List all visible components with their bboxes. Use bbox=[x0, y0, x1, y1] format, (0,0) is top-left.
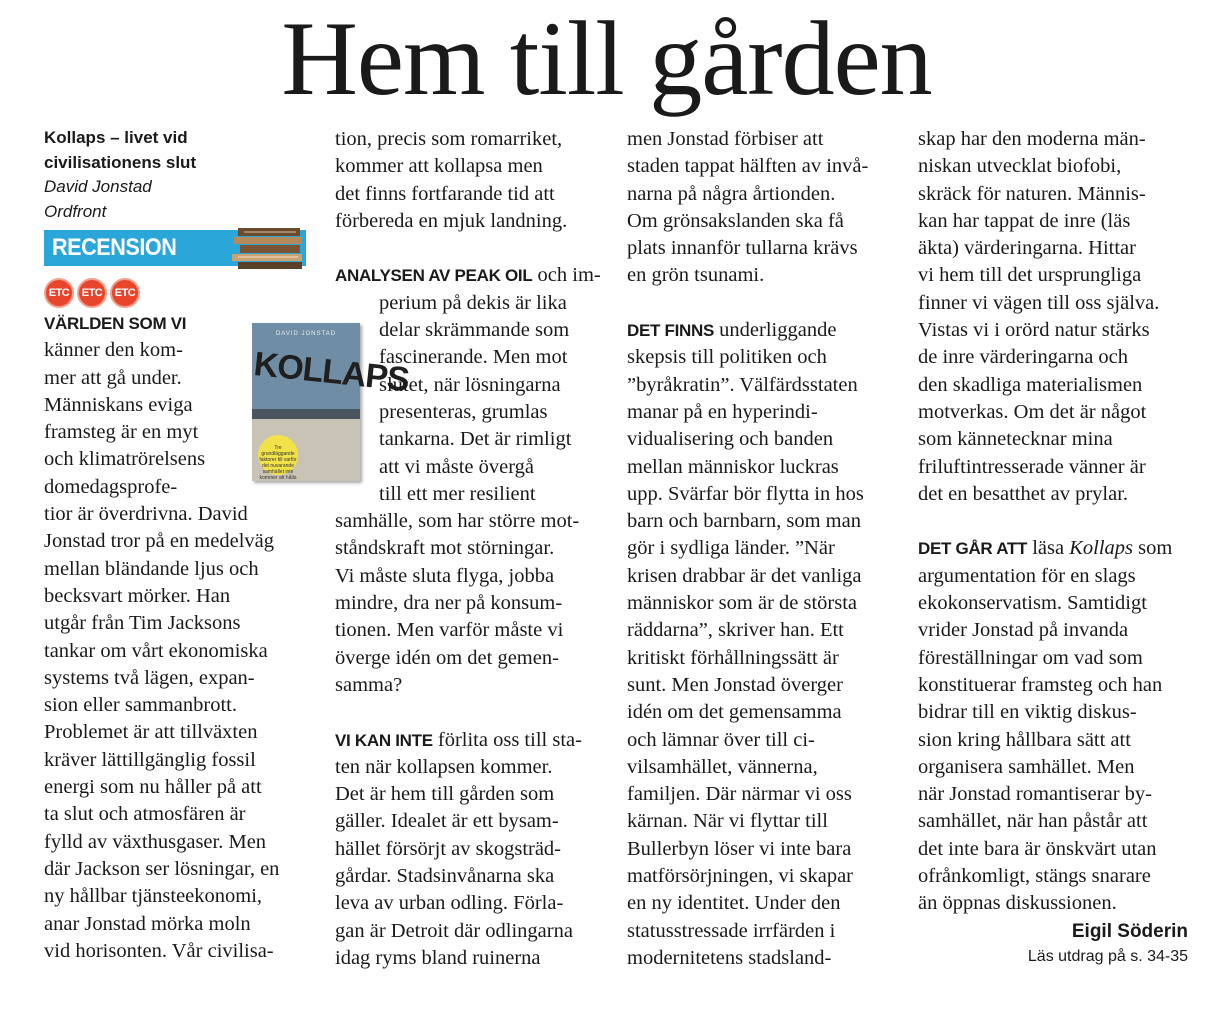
text-line: den skadliga materialismen bbox=[918, 373, 1143, 396]
lead-in: DET FINNS bbox=[627, 321, 715, 341]
text-line: bidrar till en viktig diskus- bbox=[918, 701, 1137, 724]
rating bbox=[44, 278, 309, 308]
text: underliggande bbox=[714, 319, 837, 342]
text-line: becksvart mörker. Han bbox=[44, 584, 231, 607]
cover-title: KOLLAPS bbox=[252, 345, 411, 400]
text-line: perium på dekis är lika bbox=[379, 291, 567, 314]
text-line: samma? bbox=[335, 673, 403, 696]
text-line: ofrånkomligt, stängs snarare bbox=[918, 865, 1151, 888]
book-publisher: Ordfront bbox=[44, 201, 107, 221]
text-line: leva av urban odling. Förla- bbox=[335, 892, 564, 915]
text-line: tion, precis som romarriket, bbox=[335, 128, 563, 150]
review-badge bbox=[44, 230, 306, 266]
text-line: Människans eviga bbox=[44, 393, 193, 416]
text-line: konstituerar framsteg och han bbox=[918, 673, 1163, 696]
text-line: gör i sydliga länder. ”När bbox=[627, 537, 835, 560]
text-line: statusstressade irrfärden i bbox=[627, 919, 836, 942]
text: förlita oss till sta- bbox=[432, 728, 582, 751]
etc-logo-icon: ETC bbox=[77, 278, 107, 308]
lead-in: DET GÅR ATT bbox=[918, 539, 1028, 559]
text-line: tankar om vårt ekonomiska bbox=[44, 639, 268, 662]
text-line: vid horisonten. Vår civilisa- bbox=[44, 939, 274, 962]
column-4-paragraph-1 bbox=[918, 126, 1188, 508]
text-line: Problemet är att tillväxten bbox=[44, 721, 258, 744]
text-line: barn och barnbarn, som man bbox=[627, 510, 861, 533]
text: och im- bbox=[532, 264, 601, 287]
text-line: Bullerbyn löser vi inte bara bbox=[627, 837, 852, 860]
text-line: modernitetens stadsland- bbox=[627, 946, 832, 969]
text-line: mindre, dra ner på konsum- bbox=[335, 592, 563, 615]
text-line: äkta) värderingarna. Hittar bbox=[918, 237, 1136, 260]
reviewer-name: Eigil Söderin bbox=[1071, 920, 1188, 942]
text-line: utgår från Tim Jacksons bbox=[44, 612, 241, 635]
text-line: krisen drabbar är det vanliga bbox=[627, 564, 862, 587]
text-line: känner den kom- bbox=[44, 339, 183, 362]
text-line: till ett mer resilient bbox=[379, 482, 536, 505]
text-line: idag ryms bland ruinerna bbox=[335, 946, 541, 969]
text-line: samhället, när han påstår att bbox=[918, 810, 1148, 833]
paragraph-lead-line bbox=[627, 317, 897, 344]
text-line: tankarna. Det är rimligt bbox=[379, 428, 572, 451]
text-line: samhälle, som har större mot- bbox=[335, 510, 580, 533]
paragraph-lead-line bbox=[335, 262, 605, 289]
column-2-paragraph-3 bbox=[335, 754, 605, 972]
text-line: att vi måste övergå bbox=[379, 455, 535, 478]
text-line: skepsis till politiken och bbox=[627, 346, 827, 369]
text-line: människor som är de största bbox=[627, 592, 858, 615]
text-line: friluftintresserade vänner är bbox=[918, 455, 1146, 478]
text-line: när Jonstad romantiserar by- bbox=[918, 783, 1152, 806]
text-line: föreställningar om vad som bbox=[918, 646, 1143, 669]
column-4 bbox=[918, 126, 1188, 969]
text-line: staden tappat hälften av invå- bbox=[627, 155, 869, 178]
text: som bbox=[1133, 537, 1173, 560]
text-line: överge idén om det gemen- bbox=[335, 646, 559, 669]
text-line: kritiskt förhållningssätt är bbox=[627, 646, 839, 669]
text-line: gan är Detroit där odlingarna bbox=[335, 919, 573, 942]
text-line: vidualisering och banden bbox=[627, 428, 834, 451]
column-3-paragraph-1 bbox=[627, 126, 897, 290]
text-line: systems två lägen, expan- bbox=[44, 666, 255, 689]
cover-author: DAVID JONSTAD bbox=[275, 331, 337, 337]
text-line: kärnan. När vi flyttar till bbox=[627, 810, 828, 833]
etc-logo-icon: ETC bbox=[44, 278, 74, 308]
text-line: kräver lättillgänglig fossil bbox=[44, 748, 256, 771]
column-3-paragraph-2 bbox=[627, 344, 897, 972]
text-line: idén om det gemensamma bbox=[627, 701, 842, 724]
column-2-indented-text bbox=[335, 290, 605, 508]
text-line: energi som nu håller på att bbox=[44, 776, 262, 799]
text-line: ståndskraft mot störningar. bbox=[335, 537, 555, 560]
text-line: vrider Jonstad på invanda bbox=[918, 619, 1129, 642]
text-line: upp. Svärfar bör flytta in hos bbox=[627, 482, 864, 505]
text-line: ny hållbar tjänsteekonomi, bbox=[44, 885, 263, 908]
text-line: vi hem till det ursprungliga bbox=[918, 264, 1142, 287]
text-line: sunt. Men Jonstad överger bbox=[627, 673, 843, 696]
book-title-line-1: Kollaps – livet vid bbox=[44, 128, 188, 147]
text-line: Vi måste sluta flyga, jobba bbox=[335, 564, 555, 587]
text-line: där Jackson ser lösningar, en bbox=[44, 857, 280, 880]
lead-in: ANALYSEN AV PEAK OIL bbox=[335, 266, 533, 286]
text-line: gäller. Idealet är ett bysam- bbox=[335, 810, 559, 833]
lead-in: VÄRLDEN SOM VI bbox=[44, 314, 187, 333]
text-line: mer att gå under. bbox=[44, 366, 182, 389]
column-2-paragraph-2 bbox=[335, 508, 605, 699]
text-line: en ny identitet. Under den bbox=[627, 892, 841, 915]
text-line: Det är hem till gården som bbox=[335, 783, 555, 806]
text-line: tionen. Men varför måste vi bbox=[335, 619, 564, 642]
text-line: kommer att kollapsa men bbox=[335, 155, 543, 178]
text-line: fylld av växthusgaser. Men bbox=[44, 830, 267, 853]
text-line: finner vi vägen till oss själva. bbox=[918, 291, 1160, 314]
etc-logo-icon: ETC bbox=[110, 278, 140, 308]
cover-sticker: Tre grundläggande faktorer till varför det nuvarande samhället inte kommer att hålla bbox=[258, 435, 298, 475]
text-line: vilsamhället, vännerna, bbox=[627, 755, 818, 778]
text-line: det en besatthet av prylar. bbox=[918, 482, 1129, 505]
text-line: och lämnar över till ci- bbox=[627, 728, 815, 751]
review-badge-label: RECENSION bbox=[52, 234, 177, 261]
column-2-paragraph-1 bbox=[335, 126, 605, 235]
book-info bbox=[44, 126, 309, 224]
text: läsa bbox=[1027, 537, 1070, 560]
text-line: framsteg är en myt bbox=[44, 421, 199, 444]
column-1 bbox=[44, 126, 309, 965]
text-line: delar skrämmande som bbox=[379, 319, 570, 342]
text-line: Vistas vi i orörd natur stärks bbox=[918, 319, 1150, 342]
text-line: men Jonstad förbiser att bbox=[627, 128, 824, 150]
text-line: plats innanför tullarna krävs bbox=[627, 237, 858, 260]
text-line: presenteras, grumlas bbox=[379, 400, 548, 423]
text-line: en grön tsunami. bbox=[627, 264, 765, 287]
text-line: ta slut och atmosfären är bbox=[44, 803, 246, 826]
text-line: sion eller sammanbrott. bbox=[44, 694, 237, 717]
text-line: skap har den moderna män- bbox=[918, 128, 1146, 150]
text-line: skräck för naturen. Männis- bbox=[918, 182, 1146, 205]
text-line: organisera samhället. Men bbox=[918, 755, 1135, 778]
book-author: David Jonstad bbox=[44, 177, 152, 196]
paragraph-lead-line bbox=[918, 535, 1188, 562]
text-line: och klimatrörelsens bbox=[44, 448, 206, 471]
text-line: ekokonservatism. Samtidigt bbox=[918, 592, 1147, 615]
text-line: sion kring hållbara sätt att bbox=[918, 728, 1131, 751]
column-2 bbox=[335, 126, 605, 972]
text-line: domedagsprofe- bbox=[44, 475, 178, 498]
text-line: kan har tappat de inre (läs bbox=[918, 209, 1131, 232]
byline bbox=[918, 918, 1188, 969]
text-line: det finns fortfarande tid att bbox=[335, 182, 555, 205]
column-3 bbox=[627, 126, 897, 972]
text-line: tior är överdrivna. David bbox=[44, 503, 248, 526]
book-stack-icon bbox=[230, 224, 310, 270]
text-line: som kännetecknar mina bbox=[918, 428, 1113, 451]
text-line: anar Jonstad mörka moln bbox=[44, 912, 251, 935]
text-line: argumentation för en slags bbox=[918, 564, 1136, 587]
text-line: räddarna”, skriver han. Ett bbox=[627, 619, 844, 642]
text-line: gårdar. Stadsinvånarna ska bbox=[335, 865, 555, 888]
lead-in: VI KAN INTE bbox=[335, 730, 433, 750]
book-title-line-2: civilisationens slut bbox=[44, 152, 197, 172]
text-line: än öppnas diskussionen. bbox=[918, 892, 1117, 915]
text-line: familjen. Där närmar vi oss bbox=[627, 783, 852, 806]
text-line: niskan utvecklat biofobi, bbox=[918, 155, 1122, 178]
text-line: de inre värderingarna och bbox=[918, 346, 1129, 369]
column-4-paragraph-2 bbox=[918, 563, 1188, 918]
text-line: manar på en hyperindi- bbox=[627, 400, 818, 423]
text-line: narna på några årtionden. bbox=[627, 182, 836, 205]
text-line: ”byråkratin”. Välfärdsstaten bbox=[627, 373, 858, 396]
text-line: hället försörjt av skogsträd- bbox=[335, 837, 562, 860]
book-title-italic: Kollaps bbox=[1069, 537, 1133, 560]
text-line: det inte bara är önskvärt utan bbox=[918, 837, 1157, 860]
text-line: mellan människor luckras bbox=[627, 455, 839, 478]
text-line: Jonstad tror på en medelväg bbox=[44, 530, 274, 553]
text-line: matförsörjningen, vi skapar bbox=[627, 865, 854, 888]
paragraph-lead-line bbox=[335, 727, 605, 754]
text-line: fascinerande. Men mot bbox=[379, 346, 568, 369]
text-line: mellan bländande ljus och bbox=[44, 557, 259, 580]
text-line: ten när kollapsen kommer. bbox=[335, 755, 553, 778]
text-line: slutet, när lösningarna bbox=[379, 373, 561, 396]
text-line: motverkas. Om det är något bbox=[918, 400, 1147, 423]
text-line: Om grönsakslanden ska få bbox=[627, 209, 844, 232]
headline: Hem till gården bbox=[281, 0, 932, 117]
excerpt-note: Läs utdrag på s. 34-35 bbox=[1027, 947, 1188, 965]
text-line: förbereda en mjuk landning. bbox=[335, 209, 568, 232]
